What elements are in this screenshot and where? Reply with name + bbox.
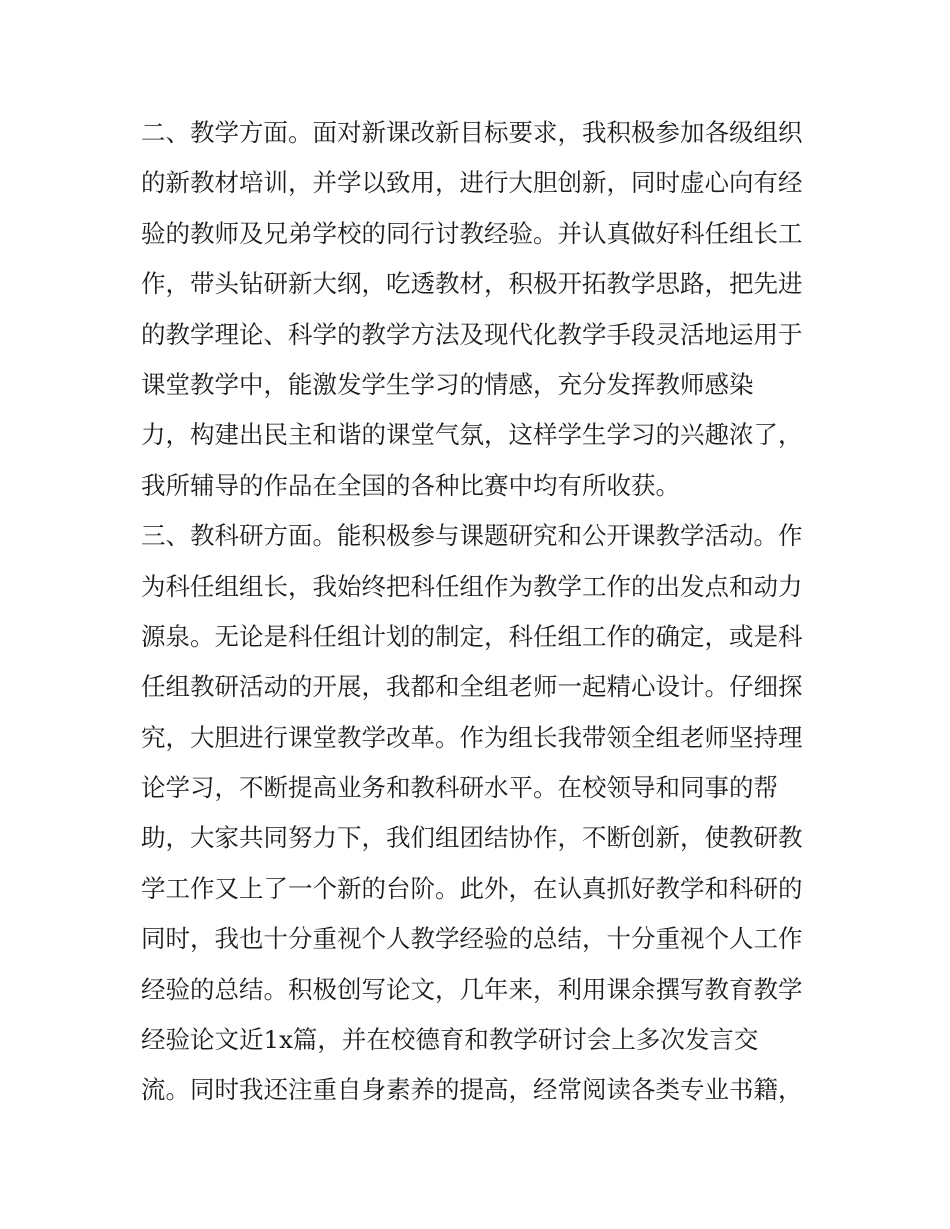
text-line: 学工作又上了一个新的台阶。此外，在认真抓好教学和科研的 — [141, 873, 803, 903]
body-text — [141, 108, 821, 1116]
text-line: 究，大胆进行课堂教学改革。作为组长我带领全组老师坚持理 — [141, 722, 803, 752]
text-line: 经验的总结。积极创写论文，几年来，利用课余撰写教育教学 — [141, 974, 803, 1004]
text-line: 我所辅导的作品在全国的各种比赛中均有所收获。 — [141, 470, 680, 500]
text-line: 流。同时我还注重自身素养的提高，经常阅读各类专业书籍， — [141, 1075, 803, 1105]
text-line: 的新教材培训，并学以致用，进行大胆创新，同时虚心向有经 — [141, 168, 803, 198]
text-line: 验的教师及兄弟学校的同行讨教经验。并认真做好科任组长工 — [141, 218, 803, 248]
text-line: 论学习，不断提高业务和教科研水平。在校领导和同事的帮 — [141, 773, 778, 803]
text-line: 经验论文近1x篇，并在校德育和教学研讨会上多次发言交 — [141, 1025, 759, 1055]
text-line: 同时，我也十分重视个人教学经验的总结，十分重视个人工作 — [141, 924, 803, 954]
text-line: 三、教科研方面。能积极参与课题研究和公开课教学活动。作 — [141, 521, 803, 551]
text-line: 助，大家共同努力下，我们组团结协作，不断创新，使教研教 — [141, 823, 803, 853]
text-line: 作，带头钻研新大纲，吃透教材，积极开拓教学思路，把先进 — [141, 269, 803, 299]
text-line: 二、教学方面。面对新课改新目标要求，我积极参加各级组织 — [141, 118, 803, 147]
text-line: 为科任组组长，我始终把科任组作为教学工作的出发点和动力 — [141, 571, 803, 601]
text-line: 力，构建出民主和谐的课堂气氛，这样学生学习的兴趣浓了， — [141, 420, 803, 450]
text-line: 的教学理论、科学的教学方法及现代化教学手段灵活地运用于 — [141, 319, 803, 349]
text-line: 课堂教学中，能激发学生学习的情感，充分发挥教师感染 — [141, 369, 754, 399]
text-line: 源泉。无论是科任组计划的制定，科任组工作的确定，或是科 — [141, 621, 803, 651]
text-line: 任组教研活动的开展，我都和全组老师一起精心设计。仔细探 — [141, 672, 803, 702]
